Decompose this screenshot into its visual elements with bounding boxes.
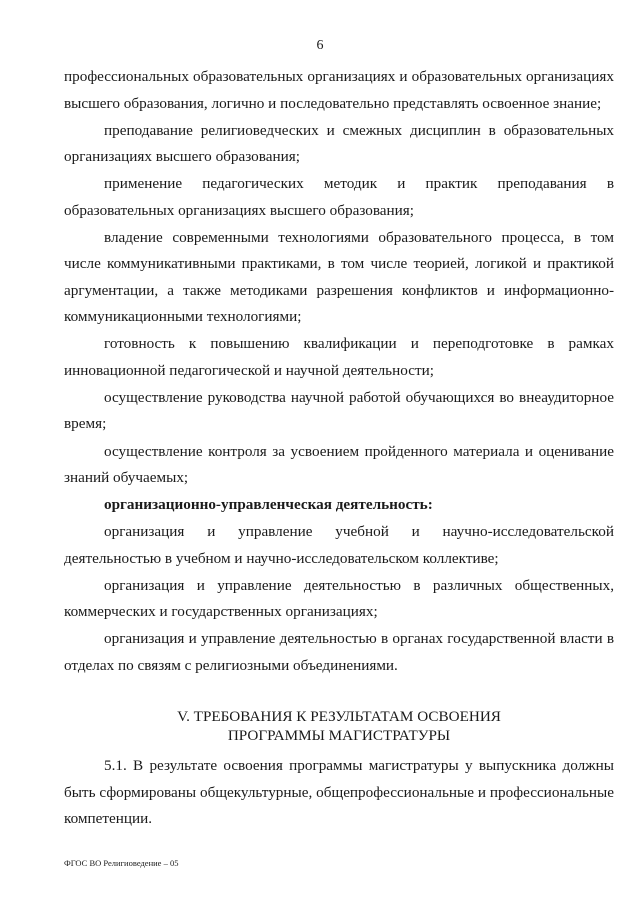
list-item: применение педагогических методик и практик преподавания в образовательных организациях высшего образования;	[64, 175, 614, 219]
list-item: владение современными технологиями образовательного процесса, в том числе коммуникативными практиками, в том числе теорией, логикой и практикой аргументации, а также методиками разрешения конфликтов и информационно-коммуникационными технологиями;	[64, 228, 614, 326]
list-item: организация и управление учебной и научно-исследовательской деятельностью в учебном и научно-исследовательском коллективе;	[64, 523, 614, 567]
requirement-paragraph: 5.1. В результате освоения программы магистратуры у выпускника должны быть сформированы общекультурные, общепрофессиональные и профессиональные компетенции.	[64, 757, 614, 828]
section-heading	[64, 707, 614, 745]
document-body	[64, 64, 614, 833]
section-heading-line-2: ПРОГРАММЫ МАГИСТРАТУРЫ	[227, 727, 451, 745]
list-item: преподавание религиоведческих и смежных дисциплин в образовательных организациях высшего образования;	[64, 121, 614, 166]
list-item: осуществление контроля за усвоением пройденного материала и оценивание знаний обучаемых;	[64, 442, 614, 487]
footer-label: ФГОС ВО Религиоведение – 05	[64, 858, 179, 868]
paragraph-continuation: профессиональных образовательных организациях и образовательных организациях высшего образования, логично и последовательно представлять освоенное знание;	[64, 68, 614, 112]
page-number: 6	[316, 38, 324, 53]
list-item: организация и управление деятельностью в органах государственной власти в отделах по связям с религиозными объединениями.	[64, 630, 614, 674]
list-item: готовность к повышению квалификации и переподготовке в рамках инновационной педагогической и научной деятельности;	[64, 335, 614, 379]
list-item: организация и управление деятельностью в различных общественных, коммерческих и государственных организациях;	[64, 576, 614, 621]
subsection-title: организационно-управленческая деятельность:	[104, 496, 433, 514]
list-item: осуществление руководства научной работой обучающихся во внеаудиторное время;	[64, 388, 614, 433]
section-heading-line-1: V. ТРЕБОВАНИЯ К РЕЗУЛЬТАТАМ ОСВОЕНИЯ	[177, 708, 501, 726]
